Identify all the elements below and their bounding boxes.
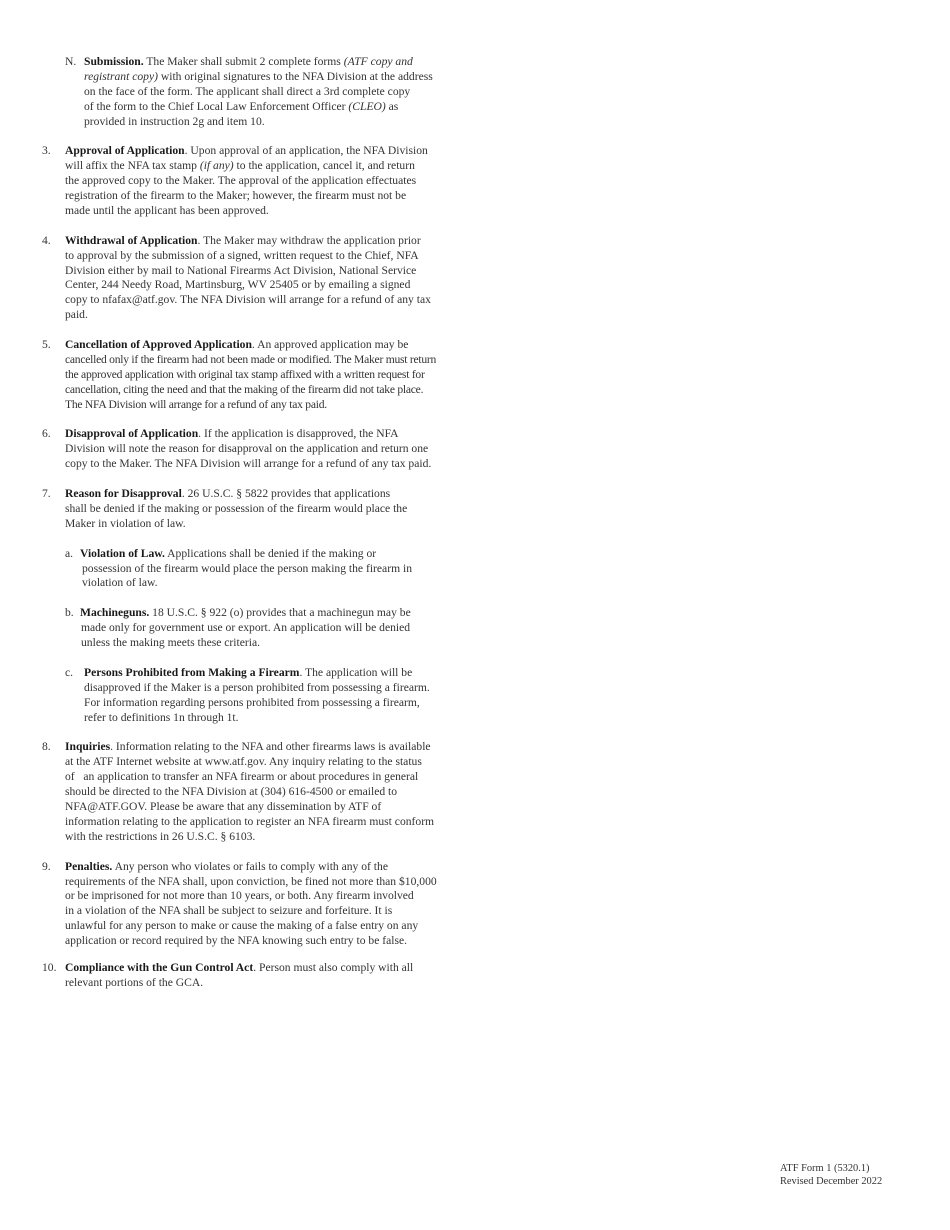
item-marker: N.: [65, 55, 77, 68]
item-title: Withdrawal of Application: [65, 234, 198, 247]
item-title: Penalties.: [65, 860, 113, 873]
subitem-title: Persons Prohibited from Making a Firearm: [84, 666, 300, 679]
subitem-marker: b.: [65, 606, 74, 619]
item-title: Cancellation of Approved Application: [65, 338, 252, 351]
subitem-title: Violation of Law.: [80, 547, 165, 560]
item-title: Inquiries: [65, 740, 111, 753]
revision-date: Revised December 2022: [780, 1176, 883, 1187]
item-marker: 8.: [42, 740, 51, 753]
item-title: Disapproval of Application: [65, 427, 199, 440]
item-marker: 6.: [42, 427, 51, 440]
item-marker: 7.: [42, 487, 51, 500]
item-marker: 10.: [42, 961, 57, 974]
item-marker: 3.: [42, 144, 51, 157]
item-title: Compliance with the Gun Control Act: [65, 961, 254, 974]
item-title: Reason for Disapproval: [65, 487, 182, 500]
item-marker: 5.: [42, 338, 51, 351]
item-title: Submission.: [84, 55, 144, 68]
item-title: Approval of Application: [65, 144, 185, 157]
item-marker: 4.: [42, 234, 51, 247]
form-name: ATF Form 1 (5320.1): [780, 1163, 870, 1174]
item-marker: 9.: [42, 860, 51, 873]
subitem-marker: c.: [65, 666, 74, 679]
subitem-title: Machineguns.: [80, 606, 150, 619]
subitem-marker: a.: [65, 547, 74, 560]
